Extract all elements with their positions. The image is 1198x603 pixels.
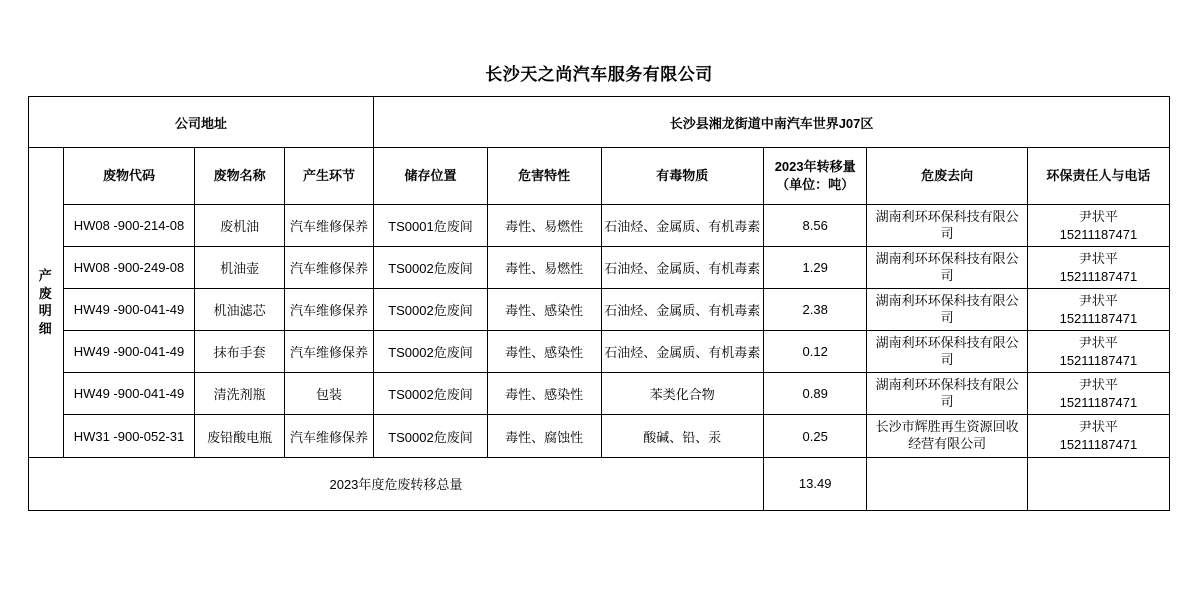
cell-person-name: 尹状平 <box>1078 335 1118 351</box>
cell-amount: 8.56 <box>763 205 867 247</box>
cell-destination: 湖南利环环保科技有限公司 <box>867 289 1027 331</box>
cell-toxic: 石油烃、金属质、有机毒素 <box>601 205 763 247</box>
cell-amount: 0.89 <box>763 373 867 415</box>
cell-person <box>1027 373 1169 415</box>
cell-person-name: 尹状平 <box>1078 419 1118 435</box>
column-header-stage: 产生环节 <box>284 148 373 205</box>
cell-name: 清洗剂瓶 <box>195 373 284 415</box>
side-label-char-4: 细 <box>38 320 53 336</box>
total-value: 13.49 <box>763 457 867 510</box>
cell-toxic: 石油烃、金属质、有机毒素 <box>601 331 763 373</box>
cell-person <box>1027 247 1169 289</box>
side-label-char-2: 废 <box>38 285 53 301</box>
cell-person-name: 尹状平 <box>1078 293 1118 309</box>
address-value: 长沙县湘龙街道中南汽车世界J07区 <box>374 97 1170 148</box>
cell-storage: TS0002危废间 <box>374 415 488 457</box>
cell-name: 废铅酸电瓶 <box>195 415 284 457</box>
cell-person <box>1027 289 1169 331</box>
column-header-storage: 储存位置 <box>374 148 488 205</box>
cell-person <box>1027 205 1169 247</box>
cell-destination: 长沙市辉胜再生资源回收经营有限公司 <box>867 415 1027 457</box>
table-row <box>29 205 1170 247</box>
cell-person-name: 尹状平 <box>1078 251 1118 267</box>
cell-storage: TS0002危废间 <box>374 373 488 415</box>
cell-name: 抹布手套 <box>195 331 284 373</box>
cell-code: HW49 -900-041-49 <box>63 289 195 331</box>
cell-name: 机油滤芯 <box>195 289 284 331</box>
table-row <box>29 415 1170 457</box>
cell-amount: 0.12 <box>763 331 867 373</box>
side-label-char-1: 产 <box>38 268 53 284</box>
column-header-destination: 危废去向 <box>867 148 1027 205</box>
column-header-person: 环保责任人与电话 <box>1027 148 1169 205</box>
address-label: 公司地址 <box>29 97 374 148</box>
column-header-amount-line1: 2023年转移量 <box>774 159 856 175</box>
side-label-waste-detail <box>29 148 64 458</box>
cell-destination: 湖南利环环保科技有限公司 <box>867 331 1027 373</box>
cell-stage: 汽车维修保养 <box>284 415 373 457</box>
cell-person-phone: 15211187471 <box>1059 352 1138 368</box>
cell-toxic: 苯类化合物 <box>601 373 763 415</box>
cell-person <box>1027 331 1169 373</box>
column-header-toxic: 有毒物质 <box>601 148 763 205</box>
cell-name: 机油壶 <box>195 247 284 289</box>
table-row <box>29 373 1170 415</box>
cell-code: HW08 -900-249-08 <box>63 247 195 289</box>
cell-stage: 汽车维修保养 <box>284 205 373 247</box>
cell-stage: 包装 <box>284 373 373 415</box>
cell-person-phone: 15211187471 <box>1059 310 1138 326</box>
address-row <box>29 97 1170 148</box>
cell-storage: TS0002危废间 <box>374 289 488 331</box>
side-label-char-3: 明 <box>38 303 53 319</box>
table-row <box>29 331 1170 373</box>
cell-destination: 湖南利环环保科技有限公司 <box>867 373 1027 415</box>
column-header-row <box>29 148 1170 205</box>
cell-person-name: 尹状平 <box>1078 209 1118 224</box>
cell-storage: TS0001危废间 <box>374 205 488 247</box>
cell-person-phone: 15211187471 <box>1059 268 1138 284</box>
cell-destination: 湖南利环环保科技有限公司 <box>867 205 1027 247</box>
cell-code: HW49 -900-041-49 <box>63 373 195 415</box>
cell-hazard: 毒性、感染性 <box>487 373 601 415</box>
table-row <box>29 247 1170 289</box>
cell-hazard: 毒性、易燃性 <box>487 205 601 247</box>
waste-detail-table-wrapper <box>28 96 1170 511</box>
cell-toxic: 石油烃、金属质、有机毒素 <box>601 289 763 331</box>
cell-toxic: 酸碱、铅、汞 <box>601 415 763 457</box>
total-spacer-destination <box>867 457 1027 510</box>
cell-storage: TS0002危废间 <box>374 331 488 373</box>
cell-code: HW08 -900-214-08 <box>63 205 195 247</box>
cell-person-phone: 15211187471 <box>1059 437 1138 453</box>
cell-person-name: 尹状平 <box>1078 377 1118 393</box>
column-header-amount-line2: （单位：吨） <box>776 177 855 192</box>
cell-hazard: 毒性、感染性 <box>487 331 601 373</box>
table-row <box>29 289 1170 331</box>
cell-stage: 汽车维修保养 <box>284 247 373 289</box>
cell-person-phone: 15211187471 <box>1059 226 1138 242</box>
cell-code: HW49 -900-041-49 <box>63 331 195 373</box>
column-header-name: 废物名称 <box>195 148 284 205</box>
page-title: 长沙天之尚汽车服务有限公司 <box>485 65 713 84</box>
total-label: 2023年度危废转移总量 <box>29 457 764 510</box>
cell-toxic: 石油烃、金属质、有机毒素 <box>601 247 763 289</box>
cell-storage: TS0002危废间 <box>374 247 488 289</box>
cell-name: 废机油 <box>195 205 284 247</box>
total-row <box>29 457 1170 510</box>
column-header-amount <box>763 148 867 205</box>
cell-amount: 1.29 <box>763 247 867 289</box>
cell-hazard: 毒性、感染性 <box>487 289 601 331</box>
total-spacer-person <box>1027 457 1169 510</box>
cell-stage: 汽车维修保养 <box>284 331 373 373</box>
cell-amount: 0.25 <box>763 415 867 457</box>
cell-code: HW31 -900-052-31 <box>63 415 195 457</box>
cell-destination: 湖南利环环保科技有限公司 <box>867 247 1027 289</box>
waste-detail-table <box>28 96 1170 511</box>
column-header-hazard: 危害特性 <box>487 148 601 205</box>
cell-stage: 汽车维修保养 <box>284 289 373 331</box>
column-header-code: 废物代码 <box>63 148 195 205</box>
cell-person <box>1027 415 1169 457</box>
cell-hazard: 毒性、腐蚀性 <box>487 415 601 457</box>
cell-person-phone: 15211187471 <box>1059 394 1138 410</box>
cell-amount: 2.38 <box>763 289 867 331</box>
cell-hazard: 毒性、易燃性 <box>487 247 601 289</box>
